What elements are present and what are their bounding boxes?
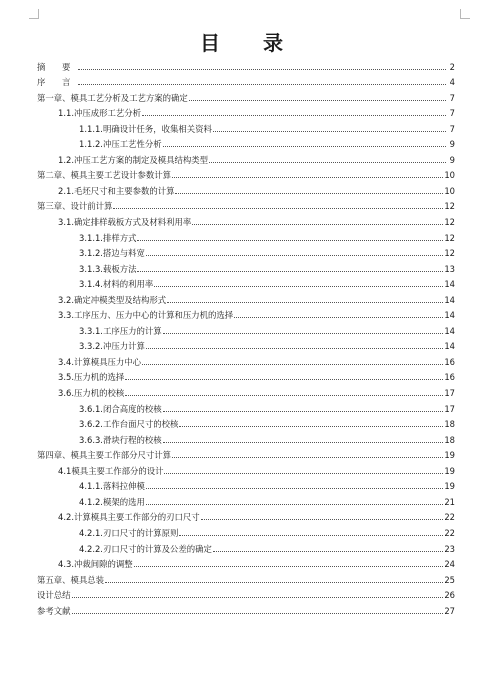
toc-entry[interactable] [37,367,455,383]
toc-entry-page-number: 24 [444,559,455,570]
toc-entry-page-number: 13 [444,263,455,274]
toc-dot-leader [72,597,444,598]
toc-entry-page-number: 14 [444,294,455,305]
toc-entry-label: 3.1.确定排样载板方式及材料利用率 [58,217,192,228]
toc-dot-leader [213,551,443,552]
toc-dot-leader [105,582,443,583]
toc-dot-leader [213,131,446,132]
toc-entry-page-number: 2 [449,61,455,72]
toc-entry[interactable] [37,56,455,72]
toc-entry-page-number: 27 [444,605,455,616]
toc-entry[interactable] [37,429,455,445]
toc-entry[interactable] [37,180,455,196]
toc-entry-page-number: 7 [449,92,455,103]
toc-entry[interactable] [37,351,455,367]
toc-dot-leader [189,100,446,101]
toc-entry-page-number: 9 [449,154,455,165]
toc-entry-label: 3.1.1.排样方式 [79,232,137,243]
toc-dot-leader [192,224,443,225]
toc-entry-page-number: 17 [444,388,455,399]
toc-entry[interactable] [37,445,455,461]
toc-dot-leader [172,457,443,458]
toc-entry[interactable] [37,600,455,616]
toc-entry-label: 序 言 [37,77,78,88]
toc-entry-label: 3.2.确定冲模类型及结构形式 [58,294,167,305]
toc-entry[interactable] [37,507,455,523]
toc-entry-page-number: 7 [449,108,455,119]
toc-dot-leader [78,84,446,85]
toc-entry-page-number: 19 [444,481,455,492]
toc-entry-page-number: 16 [444,356,455,367]
toc-dot-leader [146,504,443,505]
toc-dot-leader [167,302,443,303]
toc-entry-page-number: 25 [444,574,455,585]
toc-dot-leader [154,286,443,287]
toc-dot-leader [201,519,444,520]
toc-entry-label: 4.1.1.落料拉伸模 [79,481,145,492]
toc-entry-label: 1.2.冲压工艺方案的制定及模具结构类型 [58,154,208,165]
toc-entry-label: 4.2.1.刃口尺寸的计算原则 [79,527,179,538]
toc-entry-label: 4.3.冲裁间隙的调整 [58,559,133,570]
toc-entry-label: 4.2.计算模具主要工作部分的刃口尺寸 [58,512,200,523]
toc-entry-label: 第五章、模具总装 [37,574,104,585]
toc-entry-label: 设计总结 [37,590,71,601]
page-title: 目 录 [200,31,301,55]
toc-entry[interactable] [37,196,455,212]
toc-entry-label: 3.1.4.材料的利用率 [79,279,154,290]
toc-entry[interactable] [37,585,455,601]
toc-entry-page-number: 23 [444,543,455,554]
toc-dot-leader [137,240,443,241]
toc-entry-label: 1.1.冲压成形工艺分析 [58,108,141,119]
toc-entry[interactable] [37,460,455,476]
toc-entry-label: 1.1.1.明确设计任务，收集相关资料 [79,123,212,134]
toc-entry-page-number: 17 [444,403,455,414]
toc-entry-page-number: 9 [449,139,455,150]
toc-entry[interactable] [37,569,455,585]
toc-entry-label: 3.5.压力机的选择 [58,372,125,383]
corner-mark-top-right [460,9,470,19]
toc-entry[interactable] [37,491,455,507]
toc-entry-page-number: 14 [444,325,455,336]
toc-entry-page-number: 12 [444,248,455,259]
toc-entry[interactable] [37,134,455,150]
toc-dot-leader [78,69,446,70]
toc-entry-label: 第三章、设计前计算 [37,201,113,212]
toc-entry-page-number: 26 [444,590,455,601]
toc-entry-page-number: 12 [444,201,455,212]
toc-entry[interactable] [37,258,455,274]
toc-entry-label: 3.6.1.闭合高度的校核 [79,403,162,414]
corner-mark-top-left [29,9,39,19]
toc-entry-page-number: 4 [449,77,455,88]
toc-dot-leader [209,162,446,163]
toc-entry-label: 摘 要 [37,61,78,72]
toc-dot-leader [163,442,444,443]
toc-entry[interactable] [37,87,455,103]
toc-entry-label: 2.1.毛坯尺寸和主要参数的计算 [58,185,175,196]
toc-entry[interactable] [37,289,455,305]
toc-entry[interactable] [37,476,455,492]
toc-entry-label: 4.1模具主要工作部分的设计 [58,465,164,476]
toc-entry-label: 第二章、模具主要工艺设计参数计算 [37,170,171,181]
toc-entry-label: 3.6.3.滑块行程的校核 [79,434,162,445]
toc-entry[interactable] [37,305,455,321]
toc-dot-leader [164,473,443,474]
toc-entry[interactable] [37,103,455,119]
toc-entry-page-number: 14 [444,341,455,352]
toc-entry[interactable] [37,414,455,430]
toc-entry-page-number: 10 [444,170,455,181]
toc-entry-label: 3.6.2.工作台面尺寸的校核 [79,419,179,430]
toc-entry-label: 3.6.压力机的校核 [58,388,125,399]
toc-entry-page-number: 12 [444,232,455,243]
toc-entry-label: 1.1.2.冲压工艺性分析 [79,139,162,150]
toc-dot-leader [142,364,443,365]
toc-entry-label: 3.3.1.工序压力的计算 [79,325,162,336]
toc-entry[interactable] [37,243,455,259]
toc-entry-label: 参考文献 [37,605,71,616]
toc-entry-page-number: 19 [444,465,455,476]
toc-entry-label: 4.1.2.模架的选用 [79,496,145,507]
toc-dot-leader [179,535,443,536]
toc-entry-page-number: 7 [449,123,455,134]
toc-entry-page-number: 18 [444,419,455,430]
toc-dot-leader [113,208,443,209]
toc-entry-label: 3.3.2.冲压力计算 [79,341,145,352]
toc-entry-label: 3.1.3.载板方法 [79,263,137,274]
toc-dot-leader [163,333,444,334]
toc-entry-page-number: 22 [444,512,455,523]
toc-dot-leader [179,426,443,427]
toc-dot-leader [172,177,443,178]
toc-dot-leader [234,317,443,318]
toc-dot-leader [163,411,444,412]
toc-entry[interactable] [37,538,455,554]
toc-entry[interactable] [37,398,455,414]
toc-dot-leader [146,488,443,489]
toc-dot-leader [163,146,446,147]
toc-entry[interactable] [37,320,455,336]
toc-entry-page-number: 22 [444,527,455,538]
toc-entry[interactable] [37,227,455,243]
toc-dot-leader [137,271,443,272]
toc-entry-page-number: 14 [444,279,455,290]
toc-dot-leader [72,613,444,614]
toc-dot-leader [125,395,443,396]
toc-entry[interactable] [37,149,455,165]
toc-entry-page-number: 14 [444,310,455,321]
toc-entry-label: 第一章、模具工艺分析及工艺方案的确定 [37,92,188,103]
toc-entry[interactable] [37,382,455,398]
toc-entry-label: 3.4.计算模具压力中心 [58,356,141,367]
toc-entry[interactable] [37,274,455,290]
toc-entry[interactable] [37,118,455,134]
toc-entry-page-number: 18 [444,434,455,445]
toc-dot-leader [146,255,443,256]
toc-dot-leader [134,566,444,567]
toc-entry-label: 4.2.2.刃口尺寸的计算及公差的确定 [79,543,212,554]
toc-entry-page-number: 21 [444,496,455,507]
toc-entry-label: 3.1.2.搭边与料宽 [79,248,145,259]
toc-entry-label: 第四章、模具主要工作部分尺寸计算 [37,450,171,461]
toc-entry[interactable] [37,522,455,538]
toc-entry[interactable] [37,211,455,227]
toc-entry-page-number: 10 [444,185,455,196]
toc-entry[interactable] [37,336,455,352]
toc-entry-page-number: 12 [444,217,455,228]
toc-entry[interactable] [37,554,455,570]
toc-dot-leader [142,115,446,116]
toc-entry-label: 3.3.工序压力、压力中心的计算和压力机的选择 [58,310,234,321]
toc-entry[interactable] [37,165,455,181]
table-of-contents [37,56,455,616]
toc-entry-page-number: 16 [444,372,455,383]
toc-dot-leader [125,379,443,380]
toc-entry-page-number: 19 [444,450,455,461]
toc-entry[interactable] [37,72,455,88]
toc-dot-leader [175,193,443,194]
toc-dot-leader [146,348,443,349]
